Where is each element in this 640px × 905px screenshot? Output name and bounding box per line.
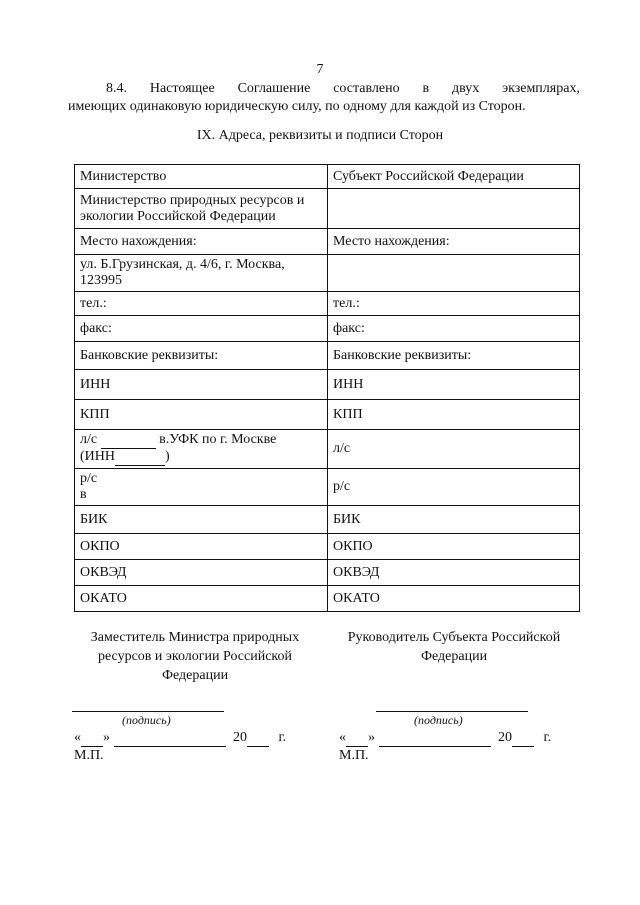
paragraph-number: 8.4. [106,81,127,96]
paragraph-line-2: имеющих одинаковую юридическую силу, по одному для каждой из Сторон. [68,99,526,114]
paragraph-word: Настоящее [149,81,215,96]
table-row [75,189,580,229]
year-prefix: 20 [233,730,247,745]
stamp-place-right: М.П. [339,748,369,763]
quote-open: « [339,730,346,745]
okved-right: ОКВЭД [328,560,580,586]
quote-close: » [103,730,110,745]
signature-caption-right: (подпись) [414,713,463,727]
bank-left: Банковские реквизиты: [75,342,328,370]
paragraph-word: составлено [333,81,400,96]
quote-close: » [368,730,375,745]
table-row [75,400,580,430]
table-row [75,469,580,506]
ls-prefix: л/с [80,432,98,447]
rs-left [75,469,328,506]
requisites-table [74,164,580,612]
ministry-name-cell: Министерство природных ресурсов и экологии Российской Федерации [75,189,328,229]
ls-close: ) [165,449,170,464]
bank-right: Банковские реквизиты: [328,342,580,370]
kpp-left: КПП [75,400,328,430]
year-suffix: г. [278,730,287,745]
bik-left: БИК [75,506,328,534]
tel-left: тел.: [75,292,328,316]
paragraph-word: в [422,81,430,96]
page-number: 7 [316,62,324,77]
inn-left: ИНН [75,370,328,400]
signature-line-right [376,711,528,712]
table-row [75,229,580,255]
okato-left: ОКАТО [75,586,328,612]
ls-left [75,430,328,469]
date-line-left [74,730,286,747]
okved-left: ОКВЭД [75,560,328,586]
table-row [75,506,580,534]
empty-cell [328,189,580,229]
table-row [75,430,580,469]
empty-cell [328,255,580,292]
header-subject: Субъект Российской Федерации [328,165,580,189]
tel-right: тел.: [328,292,580,316]
year-prefix: 20 [498,730,512,745]
table-row [75,342,580,370]
signature-caption-left: (подпись) [122,713,171,727]
signatory-left-title: Заместитель Министра природных ресурсов и экологии Российской Федерации [90,630,300,683]
kpp-right: КПП [328,400,580,430]
fax-right: факс: [328,316,580,342]
table-row [75,165,580,189]
location-label-left: Место нахождения: [75,229,328,255]
v-label: в [80,487,87,502]
okato-right: ОКАТО [328,586,580,612]
section-title: IX. Адреса, реквизиты и подписи Сторон [196,128,444,143]
quote-open: « [74,730,81,745]
rs-label: р/с [80,471,98,486]
inn-right: ИНН [328,370,580,400]
table-row [75,255,580,292]
signature-line-left [72,711,224,712]
rs-right: р/с [328,469,580,506]
signatory-right-title: Руководитель Субъекта Российской Федерации [347,630,561,664]
address-cell: ул. Б.Грузинская, д. 4/6, г. Москва, 123995 [75,255,328,292]
table-row [75,316,580,342]
paragraph-word: двух [451,81,480,96]
year-suffix: г. [543,730,552,745]
table-row [75,586,580,612]
bik-right: БИК [328,506,580,534]
ls-inn: (ИНН [80,449,115,464]
location-label-right: Место нахождения: [328,229,580,255]
date-line-right [339,730,551,747]
paragraph-line-1 [68,80,580,98]
ls-right: л/с [328,430,580,469]
table-row [75,370,580,400]
table-row [75,292,580,316]
paragraph-word: экземплярах, [502,81,580,96]
table-row [75,560,580,586]
header-ministry: Министерство [75,165,328,189]
paragraph-word: Соглашение [237,81,311,96]
paragraph-8-4 [68,80,580,116]
okpo-right: ОКПО [328,534,580,560]
table-row [75,534,580,560]
fax-left: факс: [75,316,328,342]
ls-suffix: в.УФК по г. Москве [159,432,277,447]
stamp-place-left: М.П. [74,748,104,763]
okpo-left: ОКПО [75,534,328,560]
